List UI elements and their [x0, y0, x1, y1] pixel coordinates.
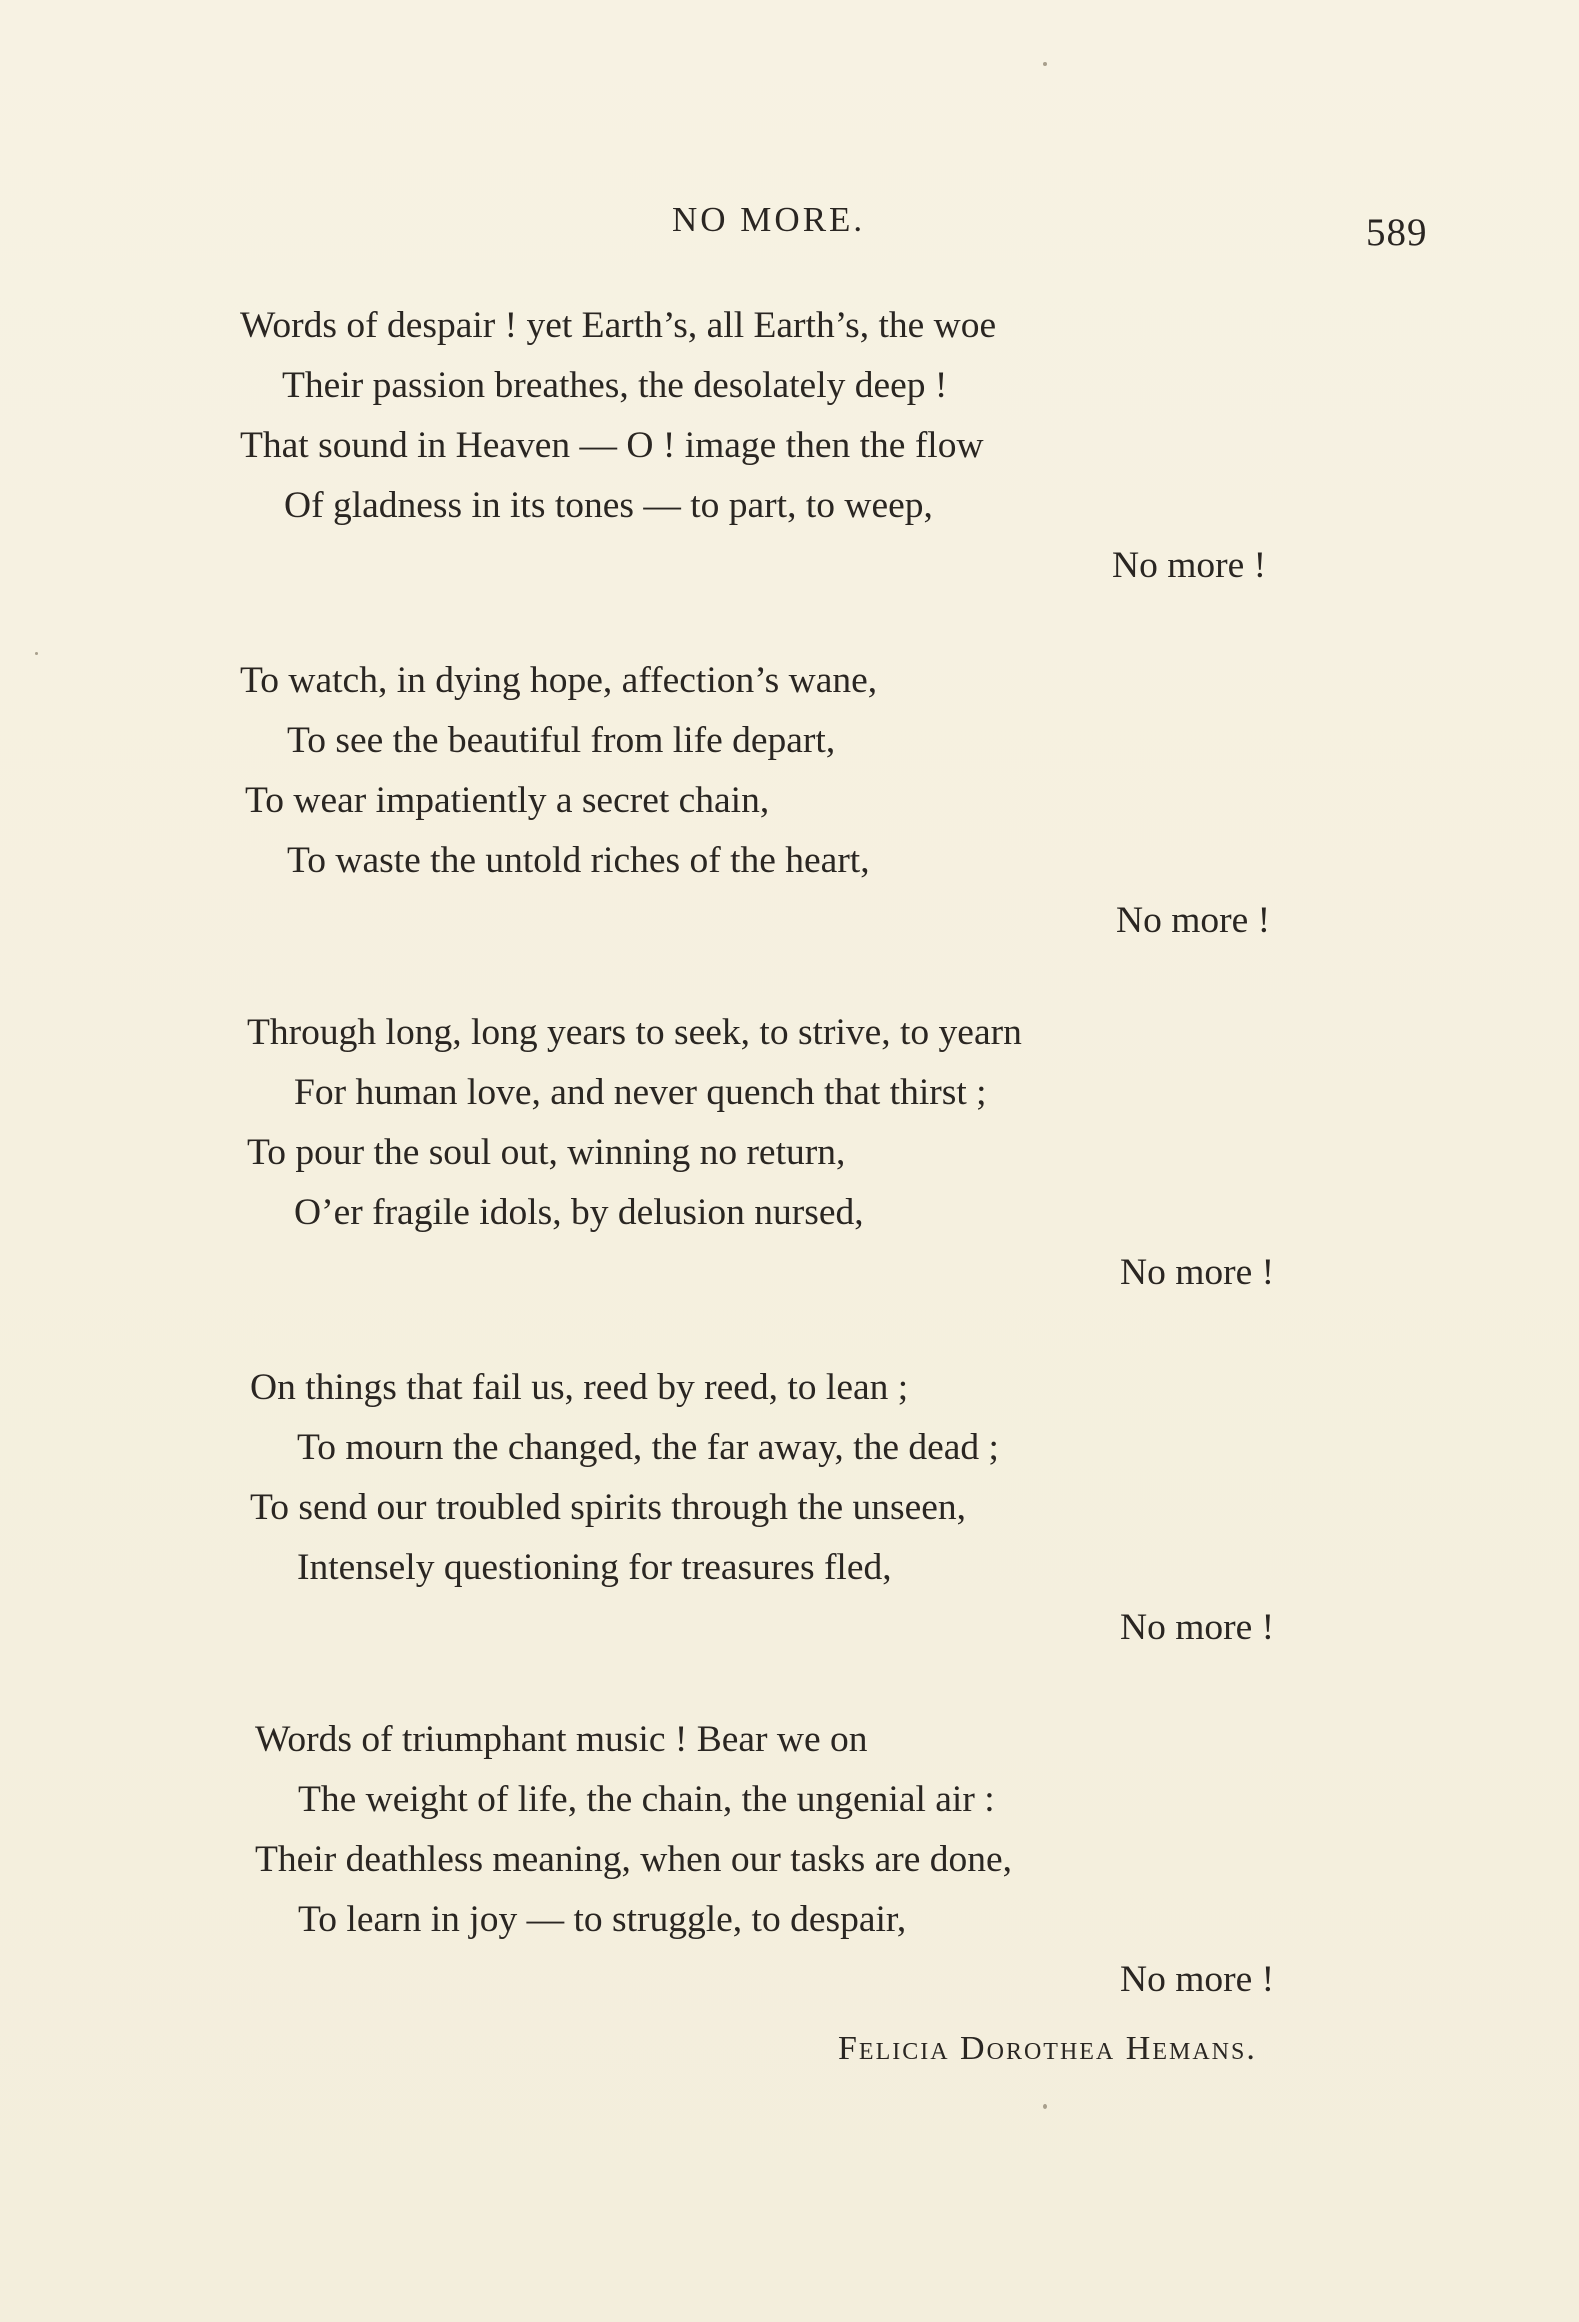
poem-line: Words of triumphant music ! Bear we on — [255, 1719, 868, 1760]
running-head — [0, 200, 1579, 254]
poem-line: To watch, in dying hope, affection’s wane, — [240, 660, 878, 701]
page-number: 589 — [1366, 211, 1428, 254]
poem-line: Words of despair ! yet Earth’s, all Earth’s, the woe — [240, 305, 997, 346]
paper-speck — [35, 652, 38, 655]
poem-line: That sound in Heaven — O ! image then the flow — [240, 425, 984, 466]
poem-line: To learn in joy — to struggle, to despair, — [298, 1899, 907, 1940]
poem-line: To pour the soul out, winning no return, — [247, 1132, 846, 1173]
poem-line: Through long, long years to seek, to strive, to yearn — [247, 1012, 1022, 1053]
poem-line: To see the beautiful from life depart, — [287, 720, 836, 761]
poem-line: Their passion breathes, the desolately deep ! — [282, 365, 948, 406]
poem-line: To send our troubled spirits through the unseen, — [250, 1487, 967, 1528]
poem-line: On things that fail us, reed by reed, to lean ; — [250, 1367, 909, 1408]
refrain: No more ! — [1116, 900, 1271, 941]
poem-line: To mourn the changed, the far away, the dead ; — [297, 1427, 999, 1468]
poem-line: Intensely questioning for treasures fled, — [297, 1547, 892, 1588]
refrain: No more ! — [1120, 1959, 1275, 2000]
poem-line: Of gladness in its tones — to part, to weep, — [284, 485, 933, 526]
paper-speck — [1043, 2104, 1047, 2109]
paper-speck — [1043, 62, 1047, 66]
author-attribution: Felicia Dorothea Hemans. — [838, 2030, 1257, 2067]
refrain: No more ! — [1120, 1252, 1275, 1293]
page-title: NO MORE. — [672, 200, 866, 239]
poem-line: Their deathless meaning, when our tasks are done, — [255, 1839, 1013, 1880]
refrain: No more ! — [1112, 545, 1267, 586]
poem-line: To wear impatiently a secret chain, — [245, 780, 770, 821]
poem-line: For human love, and never quench that thirst ; — [294, 1072, 987, 1113]
poem-line: O’er fragile idols, by delusion nursed, — [294, 1192, 864, 1233]
poem-line: To waste the untold riches of the heart, — [287, 840, 870, 881]
refrain: No more ! — [1120, 1607, 1275, 1648]
poem-line: The weight of life, the chain, the ungenial air : — [298, 1779, 995, 1820]
